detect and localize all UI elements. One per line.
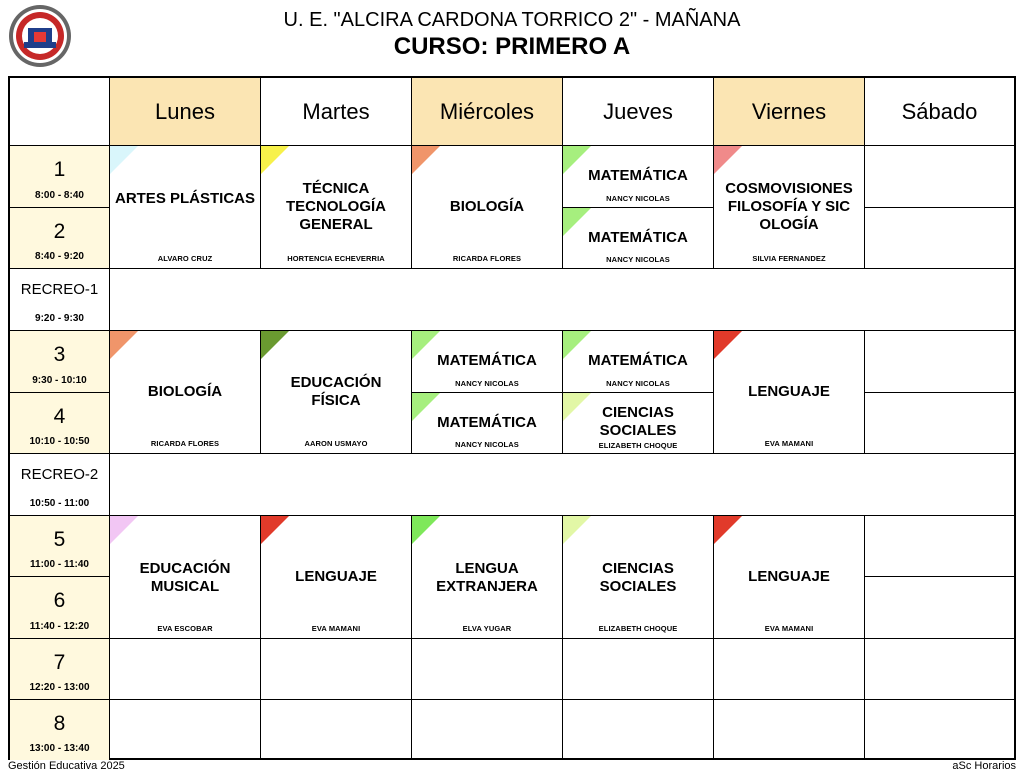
lesson-teacher: HORTENCIA ECHEVERRIA [287, 254, 385, 263]
lesson-card[interactable] [714, 146, 865, 269]
lesson-teacher: RICARDA FLORES [452, 254, 522, 263]
lesson-card[interactable] [110, 146, 261, 269]
lesson-teacher: ALVARO CRUZ [157, 254, 213, 263]
period-6 [10, 577, 110, 639]
empty-slot [563, 639, 714, 700]
lesson-subject: BIOLOGÍA [449, 198, 525, 215]
recess-time: 9:20 - 9:30 [35, 313, 84, 324]
empty-slot [261, 639, 412, 700]
lesson-subject: EDUCACIÓN MUSICAL [139, 560, 231, 595]
lesson-teacher: NANCY NICOLAS [455, 440, 519, 449]
lesson-teacher: ELIZABETH CHOQUE [598, 441, 678, 450]
period-time: 11:40 - 12:20 [29, 621, 90, 632]
empty-slot [110, 700, 261, 760]
lesson-subject: COSMOVISIONES FILOSOFÍA Y SICOLOGÍA [725, 180, 853, 233]
day-header-lunes: Lunes [110, 78, 261, 146]
lesson-teacher: EVA MAMANI [311, 624, 361, 633]
period-number: 4 [53, 405, 66, 428]
recess-1 [10, 269, 110, 331]
recess-band-1 [110, 269, 1014, 331]
period-7 [10, 639, 110, 700]
lesson-card[interactable] [110, 331, 261, 454]
lesson-card[interactable] [563, 146, 714, 208]
lesson-card[interactable] [110, 516, 261, 639]
recess-label: RECREO-2 [20, 466, 99, 483]
lesson-subject: MATEMÁTICA [588, 352, 688, 369]
recess-band-2 [110, 454, 1014, 516]
period-4 [10, 393, 110, 454]
lesson-teacher: EVA ESCOBAR [157, 624, 213, 633]
lesson-card[interactable] [261, 516, 412, 639]
lesson-card[interactable] [563, 516, 714, 639]
subject-color-tag [110, 331, 138, 359]
lesson-teacher: SILVIA FERNANDEZ [752, 254, 826, 263]
day-header-miercoles: Miércoles [412, 78, 563, 146]
empty-slot [865, 639, 1014, 700]
subject-color-tag [110, 146, 138, 174]
empty-slot [261, 700, 412, 760]
lesson-subject: LENGUAJE [748, 383, 830, 400]
lesson-teacher: NANCY NICOLAS [455, 379, 519, 388]
lesson-subject: TÉCNICA TECNOLOGÍA GENERAL [286, 180, 386, 233]
lesson-subject: EDUCACIÓN FÍSICA [290, 374, 382, 409]
period-time: 11:00 - 11:40 [30, 559, 89, 570]
lesson-card[interactable] [563, 331, 714, 393]
lesson-card[interactable] [714, 331, 865, 454]
lesson-teacher: NANCY NICOLAS [606, 379, 670, 388]
timetable-grid [8, 76, 1016, 760]
day-header-jueves: Jueves [563, 78, 714, 146]
lesson-card[interactable] [714, 516, 865, 639]
empty-slot [714, 700, 865, 760]
lesson-card[interactable] [261, 146, 412, 269]
lesson-teacher: EVA MAMANI [764, 624, 814, 633]
lesson-teacher: AARON USMAYO [304, 439, 368, 448]
period-time: 8:00 - 8:40 [35, 190, 84, 201]
lesson-teacher: RICARDA FLORES [150, 439, 220, 448]
day-header-viernes: Viernes [714, 78, 865, 146]
school-name: U. E. "ALCIRA CARDONA TORRICO 2" - MAÑANA [283, 9, 741, 31]
lesson-subject: MATEMÁTICA [588, 167, 688, 184]
subject-color-tag [261, 516, 289, 544]
empty-slot [865, 146, 1014, 208]
empty-slot [110, 639, 261, 700]
empty-slot [865, 331, 1014, 393]
lesson-subject: MATEMÁTICA [437, 352, 537, 369]
lesson-card[interactable] [412, 393, 563, 454]
recess-label: RECREO-1 [20, 281, 99, 298]
empty-slot [412, 700, 563, 760]
lesson-subject: LENGUAJE [295, 568, 377, 585]
subject-color-tag [261, 331, 289, 359]
recess-time: 10:50 - 11:00 [29, 498, 90, 509]
lesson-teacher: ELVA YUGAR [462, 624, 512, 633]
empty-slot [865, 700, 1014, 760]
corner-cell [10, 78, 110, 146]
period-2 [10, 208, 110, 269]
lesson-card[interactable] [563, 393, 714, 454]
course-title: CURSO: PRIMERO A [393, 33, 631, 60]
lesson-subject: CIENCIAS SOCIALES [599, 560, 677, 595]
subject-color-tag [714, 516, 742, 544]
period-number: 1 [53, 158, 66, 181]
period-number: 5 [53, 528, 66, 551]
period-time: 10:10 - 10:50 [29, 436, 90, 447]
recess-2 [10, 454, 110, 516]
empty-slot [865, 208, 1014, 269]
lesson-teacher: EVA MAMANI [764, 439, 814, 448]
subject-color-tag [714, 331, 742, 359]
empty-slot [865, 577, 1014, 639]
footer-left-text: Gestión Educativa 2025 [8, 760, 125, 772]
lesson-subject: MATEMÁTICA [437, 414, 537, 431]
period-time: 12:20 - 13:00 [29, 682, 90, 693]
lesson-subject: BIOLOGÍA [147, 383, 223, 400]
lesson-card[interactable] [563, 208, 714, 269]
lesson-teacher: NANCY NICOLAS [606, 255, 670, 264]
empty-slot [714, 639, 865, 700]
timetable-header [0, 0, 1024, 76]
lesson-subject: ARTES PLÁSTICAS [114, 190, 255, 207]
period-number: 6 [53, 589, 66, 612]
day-header-sabado: Sábado [865, 78, 1014, 146]
period-1 [10, 146, 110, 208]
lesson-subject: LENGUA EXTRANJERA [436, 560, 538, 595]
period-8 [10, 700, 110, 760]
footer-right-text: aSc Horarios [952, 760, 1016, 772]
lesson-card[interactable] [412, 146, 563, 269]
subject-color-tag [714, 146, 742, 174]
lesson-subject: CIENCIAS SOCIALES [599, 404, 677, 439]
lesson-teacher: ELIZABETH CHOQUE [598, 624, 678, 633]
day-header-martes: Martes [261, 78, 412, 146]
lesson-subject: LENGUAJE [748, 568, 830, 585]
lesson-card[interactable] [412, 331, 563, 393]
period-number: 3 [53, 343, 66, 366]
subject-color-tag [563, 516, 591, 544]
period-number: 2 [53, 220, 66, 243]
lesson-card[interactable] [412, 516, 563, 639]
period-number: 8 [53, 712, 66, 735]
period-3 [10, 331, 110, 393]
lesson-subject: MATEMÁTICA [588, 229, 688, 246]
period-number: 7 [53, 651, 66, 674]
empty-slot [865, 516, 1014, 577]
period-time: 9:30 - 10:10 [32, 375, 87, 386]
period-time: 13:00 - 13:40 [29, 743, 90, 754]
empty-slot [865, 393, 1014, 454]
lesson-teacher: NANCY NICOLAS [606, 194, 670, 203]
subject-color-tag [412, 516, 440, 544]
empty-slot [563, 700, 714, 760]
subject-color-tag [412, 146, 440, 174]
subject-color-tag [110, 516, 138, 544]
lesson-card[interactable] [261, 331, 412, 454]
empty-slot [412, 639, 563, 700]
period-time: 8:40 - 9:20 [35, 251, 84, 262]
subject-color-tag [261, 146, 289, 174]
period-5 [10, 516, 110, 577]
